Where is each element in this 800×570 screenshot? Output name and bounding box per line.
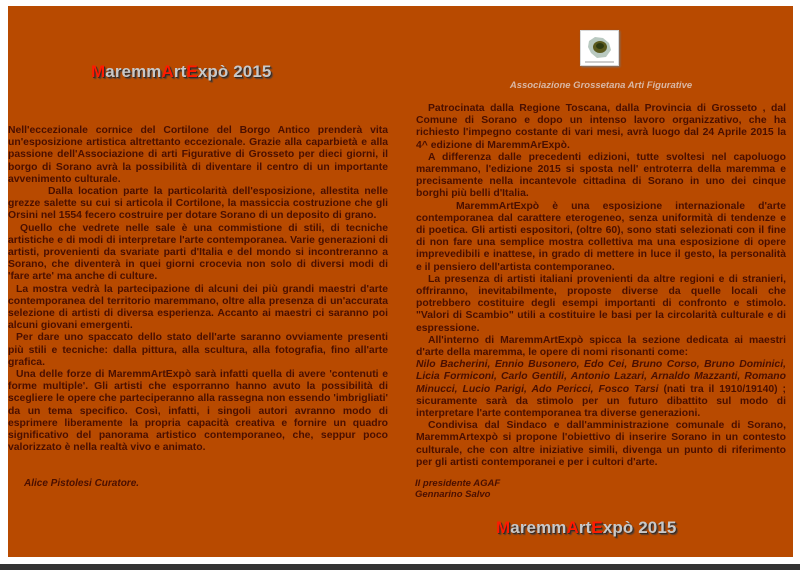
paragraph xyxy=(416,359,786,420)
paragraph: A differenza dalle precedenti edizioni, tutte svoltesi nel capoluogo maremmano, l'edizione 2015 si sposta nell' entroterra della maremma e precisamente nella incantevole cittadina di Sorano in uno dei cinque borghi più belli d'Italia. xyxy=(416,151,786,200)
title-text: aremm xyxy=(510,518,567,537)
left-column-text xyxy=(8,125,388,454)
bottom-bar xyxy=(0,564,800,570)
agaf-logo xyxy=(580,30,619,66)
association-name: Associazione Grossetana Arti Figurative xyxy=(509,80,693,91)
president-signature xyxy=(415,478,500,500)
title-letter-m: M xyxy=(496,518,511,537)
curator-signature: Alice Pistolesi Curatore. xyxy=(24,478,140,489)
paragraph: All'interno di MaremmArtExpò spicca la sezione dedicata ai maestri d'arte della maremma, le opere di nomi risonanti come: xyxy=(416,334,786,359)
event-title-bottom xyxy=(496,518,676,538)
title-text: aremm xyxy=(105,62,162,81)
artist-names: Nilo Bacherini, Ennio Busonero, Edo Cei, Bruno Corso, Bruno Dominici, Licia Formiconi, Carlo Gentili, Antonio Lazari, Arnaldo Mazzanti, Romano Minucci, Lucio Parigi, Ado Pericci, Fosco Tarsi xyxy=(416,359,786,395)
title-letter-a: A xyxy=(161,62,174,81)
paragraph: Una delle forze di MaremmArtExpò sarà infatti quella di avere 'contenuti e forme multiple'. Gli artisti che esporranno hanno avuto la possibilità di scegliere le opere che parteciperanno alla rassegna non essendo 'imbrigliati' da un tema specifico. Così, infatti, i singoli autori avranno modo di esprimere liberamente la propria capacità creativa e fornire un quadro significativo del panorama artistico contemporaneo, che, seppur poco valorizzato è nella realtà vivo e animato. xyxy=(8,369,388,454)
paragraph: Patrocinata dalla Regione Toscana, dalla Provincia di Grosseto , dal Comune di Sorano e dopo un intenso lavoro organizzativo, che ha richiesto l'impegno costante di vari mesi, avrà luogo dal 24 Aprile 2015 la 4^ edizione di MaremmArExpò. xyxy=(416,103,786,151)
signature-title: Il presidente AGAF xyxy=(415,478,501,489)
right-column-text xyxy=(416,103,786,469)
logo-icon xyxy=(581,31,618,65)
event-title-top xyxy=(91,62,271,82)
paragraph: Dalla location parte la particolarità dell'esposizione, allestita nelle grezze salette su cui si articola il Cortilone, la massiccia costruzione che gli Orsini nel 1554 fecero costruire per dotare Sorano di un deposito di grano. xyxy=(8,186,388,222)
signature-name: Gennarino Salvo xyxy=(415,489,491,500)
title-text: xpò 2015 xyxy=(197,62,272,81)
paragraph: La presenza di artisti italiani provenienti da altre regioni e di stranieri, offriranno, inevitabilmente, proposte diverse da quelle locali che potrebbero costituire degli esempi importanti di confronto e stimolo. "Valori di Scambio" utili a costituire le basi per la circolarità culturale e di espressione. xyxy=(416,273,786,334)
title-letter-e: E xyxy=(591,518,603,537)
title-text: rt xyxy=(578,518,592,537)
title-text: xpò 2015 xyxy=(602,518,677,537)
paragraph: Quello che vedrete nelle sale è una commistione di stili, di tecniche artistiche e di modi di interpretare l'arte contemporanea. Varie generazioni di artisti, provenienti da svariate parti d'Italia e del mondo si incontreranno a Sorano, che diventerà in quei giorni crocevia non solo di diversi modi di 'fare arte' ma anche di culture. xyxy=(8,222,388,283)
paragraph: Nell'eccezionale cornice del Cortilone del Borgo Antico prenderà vita un'esposizione artistica altrettanto eccezionale. Grazie alla caparbietà e alla passione dell'Associazione di arti Figurative di Grosseto per dieci giorni, il borgo di Sorano avrà la possibilità di diventare il centro di un importante avvenimento culturale. xyxy=(8,125,388,185)
paragraph: Condivisa dal Sindaco e dall'amministrazione comunale di Sorano, MaremmArtexpò si propone l'obiettivo di inserire Sorano in un contesto culturale, che con altre iniziative simili, divenga un punto di riferimento per gli artisti contemporanei e per i cultori d'arte. xyxy=(416,420,786,468)
title-letter-a: A xyxy=(566,518,579,537)
paragraph: MaremmArtExpò è una esposizione internazionale d'arte contemporanea dal carattere eterogeneo, senza uniformità di tendenze e di poetica. Gli artisti espositori, (oltre 60), sono stati selezionati con il fine di non fare una semplice mostra collettiva ma una esposizione di opere imprevedibili e inattese, in grado di mettere in luce il gesto, la personalità e il pensiero dell'artista contemporaneo. xyxy=(416,200,786,273)
title-text: rt xyxy=(173,62,187,81)
paragraph-text: (nati tra il 1910/19140) ; sicuramente sarà da stimolo per un futuro dibattito sul modo di interpretare l'arte contemporanea tra diverse generazioni. xyxy=(416,383,786,420)
paragraph: La mostra vedrà la partecipazione di alcuni dei più grandi maestri d'arte contemporanea del territorio maremmano, oltre alla presenza di un'accurata selezione di artisti di diversa esperienza. Accanto ai maestri ci saranno poi alcuni giovani emergenti. xyxy=(8,283,388,332)
title-letter-e: E xyxy=(186,62,198,81)
paragraph: Per dare uno spaccato dello stato dell'arte saranno ovviamente presenti più stili e tecniche: dalla pittura, alla scultura, alla fotografia, fino all'arte grafica. xyxy=(8,332,388,368)
title-letter-m: M xyxy=(91,62,106,81)
